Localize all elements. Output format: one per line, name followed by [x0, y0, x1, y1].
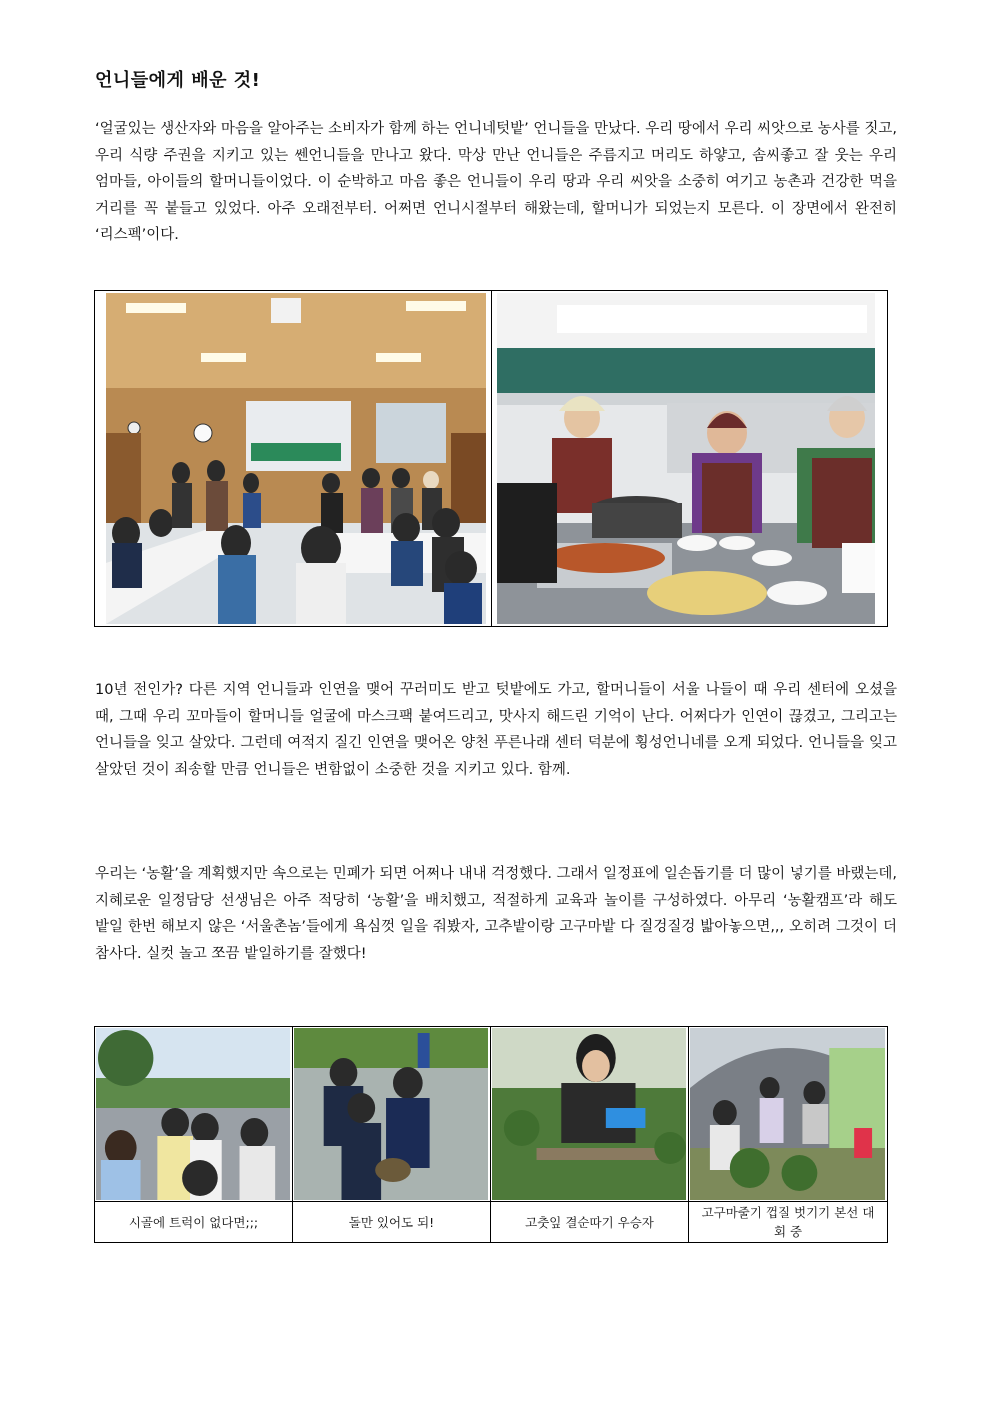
kids-road-photo — [96, 1028, 290, 1200]
document-title: 언니들에게 배운 것! — [95, 70, 261, 91]
photo-cell-sweetpotato — [689, 1027, 887, 1242]
photo-table-bottom — [94, 1026, 888, 1243]
girl-pepper-photo — [492, 1028, 686, 1200]
photo-cell-kitchen — [492, 291, 887, 626]
paragraph-intro: ‘얼굴있는 생산자와 마음을 알아주는 소비자가 함께 하는 언니네텃밭’ 언니들을 만났다. 우리 땅에서 우리 씨앗으로 농사를 짓고, 우리 식량 주권을 지키고 있는 쎈언니들을 만나고 왔다. 막상 만난 언니들은 주름지고 머리도 하얗고, 솜씨좋고 잘 웃는 우리 엄마들, 아이들의 할머니들이었다. 이 순박하고 마음 좋은 언니들이 우리 땅과 우리 씨앗을 소중히 여기고 농촌과 건강한 먹을 거리를 꼭 붙들고 있었다. 아주 오래전부터. 어쩌면 언니시절부터 해왔는데, 할머니가 되었는지 모른다. 이 장면에서 완전히 ‘리스펙’이다. — [95, 121, 897, 243]
photo-cell-truck — [95, 1027, 293, 1242]
photo-table-top — [94, 290, 888, 627]
kitchen-photo — [497, 293, 875, 624]
caption-truck: 시골에 트럭이 없다면;;; — [95, 1201, 292, 1242]
photo-cell-stones — [293, 1027, 491, 1242]
classroom-photo — [106, 293, 486, 624]
caption-pepper: 고춧잎 결순따기 우승자 — [491, 1201, 688, 1242]
caption-sweetpotato: 고구마줄기 껍질 벗기기 본선 대회 중 — [689, 1201, 887, 1242]
kids-stream-photo — [294, 1028, 488, 1200]
photo-cell-pepper — [491, 1027, 689, 1242]
photo-cell-classroom — [95, 291, 492, 626]
caption-stones: 돌만 있어도 되! — [293, 1201, 490, 1242]
paragraph-farm-work: 우리는 ‘농활’을 계획했지만 속으로는 민폐가 되면 어쩌나 내내 걱정했다. 그래서 일정표에 일손돕기를 더 많이 넣기를 바랬는데, 지혜로운 일정담당 선생님은 아주 적당히 ‘농활’을 배치했고, 적절하게 교육과 놀이를 구성하였다. 아무리 ‘농활캠프’라 해도 밭일 한번 해보지 않은 ‘서울촌놈’들에게 욕심껏 일을 줘봤자, 고추밭이랑 고구마밭 다 질겅질겅 밟아놓으면,,, 오히려 그것이 더 참사다. 실컷 놀고 쪼끔 밭일하기를 잘했다! — [95, 866, 897, 962]
greenhouse-photo — [690, 1028, 885, 1200]
paragraph-memory: 10년 전인가? 다른 지역 언니들과 인연을 맺어 꾸러미도 받고 텃밭에도 가고, 할머니들이 서울 나들이 때 우리 센터에 오셨을 때, 그때 우리 꼬마들이 할머니들 얼굴에 마스크팩 붙여드리고, 맛사지 해드린 기억이 난다. 어쩌다가 인연이 끊겼고, 그리고는 언니들을 잊고 살았다. 그런데 여적지 질긴 인연을 맺어온 양천 푸른나래 센터 덕분에 횡성언니네를 오게 되었다. 언니들을 잊고 살았던 것이 죄송할 만큼 언니들은 변함없이 소중한 것을 지키고 있다. 함께. — [95, 682, 897, 778]
